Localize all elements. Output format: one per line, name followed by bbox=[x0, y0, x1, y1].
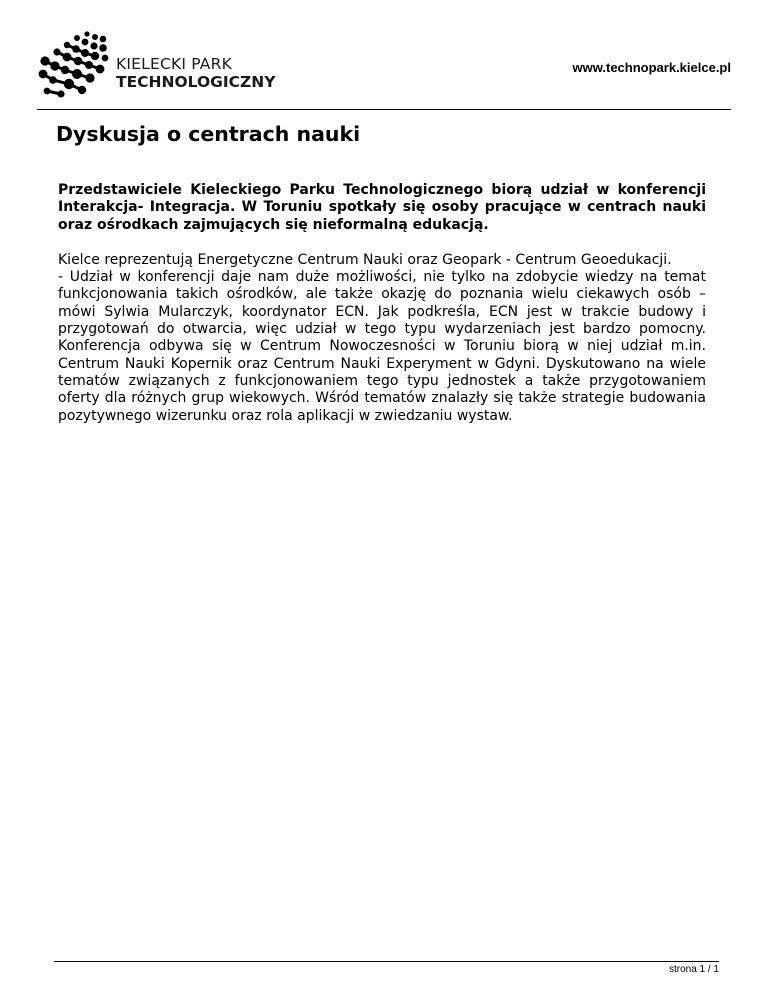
article-lead: Przedstawiciele Kieleckiego Parku Technologicznego biorą udział w konferencji Interakcja- Integracja. W Toruniu spotkały się osoby pracujące w centrach nauki oraz ośrodkach zajmujących się nieformalną edukacją. bbox=[58, 182, 706, 233]
park-logo bbox=[35, 28, 276, 100]
article-body bbox=[58, 252, 706, 425]
logo-line-1: KIELECKI PARK bbox=[116, 55, 232, 73]
logo-line-2: TECHNOLOGICZNY bbox=[116, 73, 276, 91]
article-title: Dyskusja o centrach nauki bbox=[56, 122, 361, 146]
website-url: www.technopark.kielce.pl bbox=[572, 60, 731, 75]
logo-text bbox=[116, 55, 275, 91]
article-paragraph: Kielce reprezentują Energetyczne Centrum Nauki oraz Geopark - Centrum Geoedukacji. bbox=[58, 251, 672, 268]
header-divider bbox=[37, 109, 731, 110]
article-paragraph: - Udział w konferencji daje nam duże możliwości, nie tylko na zdobycie wiedzy na temat funkcjonowania takich ośrodków, ale także okazję do poznania wielu ciekawych osób – mówi Sylwia Mularczyk, koordynator ECN. Jak podkreśla, ECN jest w trakcie budowy i przygotowań do otwarcia, więc udział w tego typu wydarzeniach jest bardzo pomocny. Konferencja odbywa się w Centrum Nowoczesności w Toruniu biorą w niej udział m.in. Centrum Nauki Kopernik oraz Centrum Nauki Experyment w Gdyni. Dyskutowano na wiele tematów związanych z funkcjonowaniem tego typu jednostek a także przygotowaniem oferty dla różnych grup wiekowych. Wśród tematów znalazły się także strategie budowania pozytywnego wizerunku oraz rola aplikacji w zwiedzaniu wystaw. bbox=[58, 269, 706, 424]
footer-divider bbox=[54, 961, 719, 962]
article-content bbox=[58, 182, 706, 425]
page-number: strona 1 / 1 bbox=[668, 964, 719, 975]
molecule-logo-icon bbox=[35, 28, 113, 100]
